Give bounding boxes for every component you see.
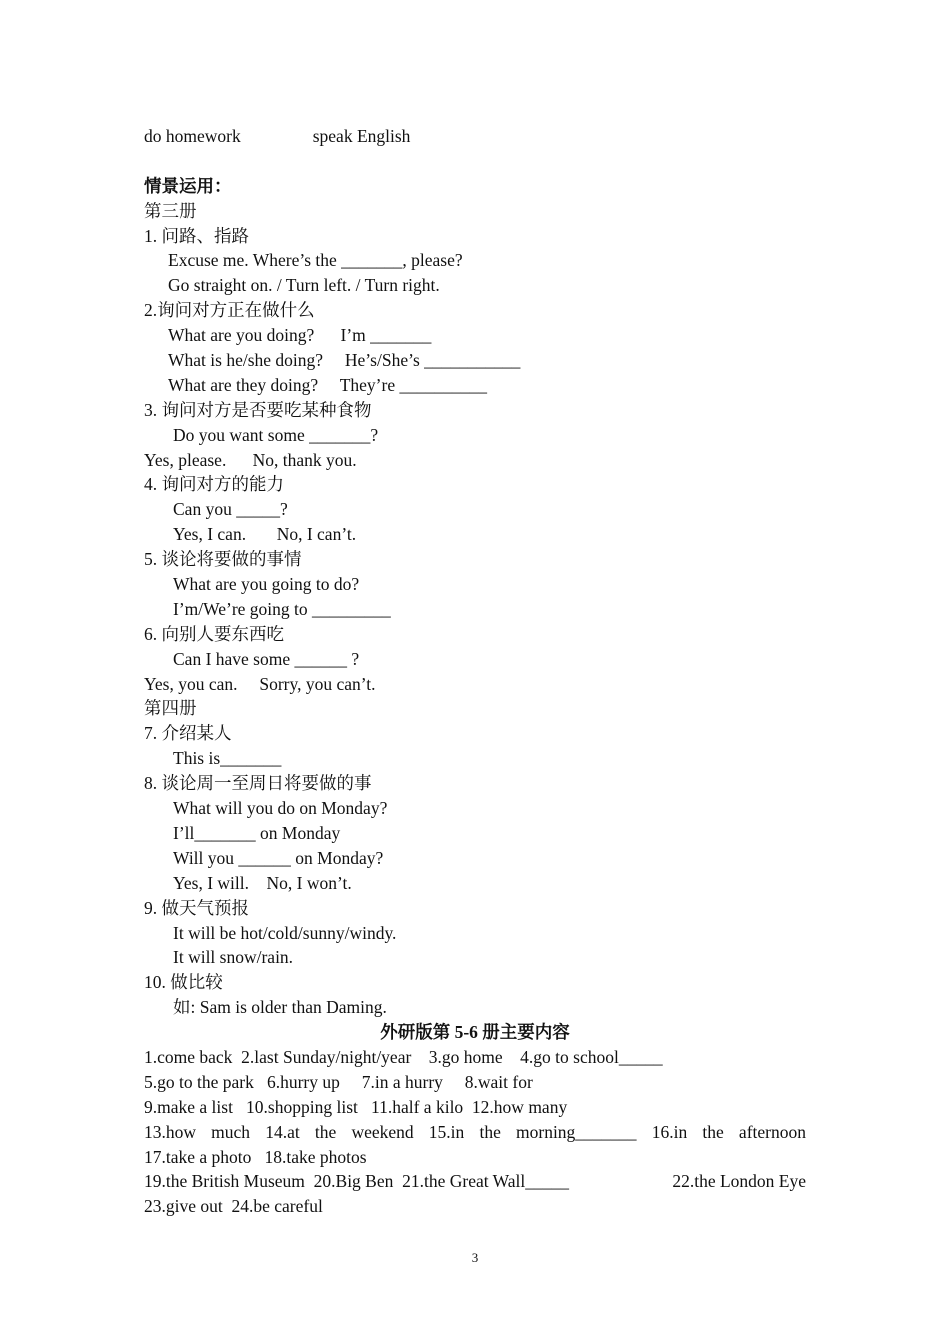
text-line: What are you going to do? [173, 574, 360, 595]
text-line: Can you _____? [173, 499, 288, 520]
text-line: Go straight on. / Turn left. / Turn right. [168, 275, 440, 296]
phrase-do-homework: do homework [144, 126, 241, 146]
text-line: What are you doing? I’m _______ [168, 325, 432, 346]
phrase-line: 1.come back 2.last Sunday/night/year 3.go home 4.go to school_____ [144, 1046, 663, 1067]
text-line: 1. 问路、指路 [144, 225, 249, 246]
phrase-word: 22.the London Eye [672, 1171, 806, 1192]
phrase-word: 13.how [144, 1121, 197, 1142]
phrase-line [144, 1169, 806, 1194]
text-line: 如: Sam is older than Daming. [173, 997, 387, 1018]
text-line: 5. 谈论将要做的事情 [144, 549, 302, 570]
text-line: Yes, I can. No, I can’t. [173, 524, 357, 545]
text-line: 10. 做比较 [144, 972, 223, 993]
phrase-line [144, 1120, 806, 1145]
phrase-word: 19.the British Museum 20.Big Ben 21.the Great Wall_____ [144, 1171, 570, 1192]
text-line: It will snow/rain. [173, 947, 294, 968]
phrase-line: 23.give out 24.be careful [144, 1196, 323, 1217]
centered-heading: 外研版第 5-6 册主要内容 [380, 1022, 570, 1043]
page-content [144, 124, 806, 1219]
text-line: 7. 介绍某人 [144, 723, 232, 744]
text-line: Do you want some _______? [173, 424, 379, 445]
dialogue-lines [144, 199, 806, 1020]
phrase-word: the [314, 1121, 337, 1142]
phrase-word: 16.in [651, 1121, 688, 1142]
text-line: Yes, I will. No, I won’t. [173, 872, 352, 893]
phrase-speak-english: speak English [312, 126, 411, 146]
text-line: Yes, please. No, thank you. [144, 449, 357, 470]
text-line: I’m/We’re going to _________ [173, 598, 391, 619]
phrase-word: the [479, 1121, 501, 1142]
phrase-line: 9.make a list 10.shopping list 11.half a kilo 12.how many [144, 1096, 568, 1117]
text-line: 8. 谈论周一至周日将要做的事 [144, 773, 372, 794]
text-line: 4. 询问对方的能力 [144, 474, 284, 495]
phrase-line: 17.take a photo 18.take photos [144, 1146, 367, 1167]
top-phrase-row [144, 124, 806, 149]
text-line: 2.询问对方正在做什么 [144, 300, 315, 321]
text-line: This is_______ [173, 748, 282, 769]
phrase-word: weekend [351, 1121, 414, 1142]
text-line: Will you ______ on Monday? [173, 847, 384, 868]
text-line: Excuse me. Where’s the _______, please? [168, 250, 463, 271]
text-line: Yes, you can. Sorry, you can’t. [144, 673, 376, 694]
text-line: What will you do on Monday? [173, 798, 388, 819]
page-number: 3 [471, 1250, 479, 1265]
text-line: 第四册 [144, 698, 197, 719]
text-line: It will be hot/cold/sunny/windy. [173, 922, 397, 943]
text-line: 3. 询问对方是否要吃某种食物 [144, 399, 372, 420]
text-line: I’ll_______ on Monday [173, 822, 341, 843]
phrase-word: morning_______ [516, 1121, 637, 1142]
text-line: What is he/she doing? He’s/She’s ___________ [168, 350, 521, 371]
text-line: 6. 向别人要东西吃 [144, 623, 284, 644]
text-line: What are they doing? They’re __________ [168, 374, 487, 395]
text-line: 9. 做天气预报 [144, 897, 249, 918]
phrase-word: the [702, 1121, 724, 1142]
text-line: 第三册 [144, 200, 197, 221]
phrase-word: afternoon [738, 1121, 806, 1142]
phrase-word: much [211, 1121, 251, 1142]
phrase-list [144, 1045, 806, 1219]
phrase-word: 14.at [265, 1121, 300, 1142]
phrase-line: 5.go to the park 6.hurry up 7.in a hurry 8.wait for [144, 1071, 533, 1092]
section-heading: 情景运用： [144, 175, 232, 196]
text-line: Can I have some ______ ? [173, 648, 360, 669]
phrase-word: 15.in [428, 1121, 465, 1142]
blank-line [144, 149, 806, 174]
